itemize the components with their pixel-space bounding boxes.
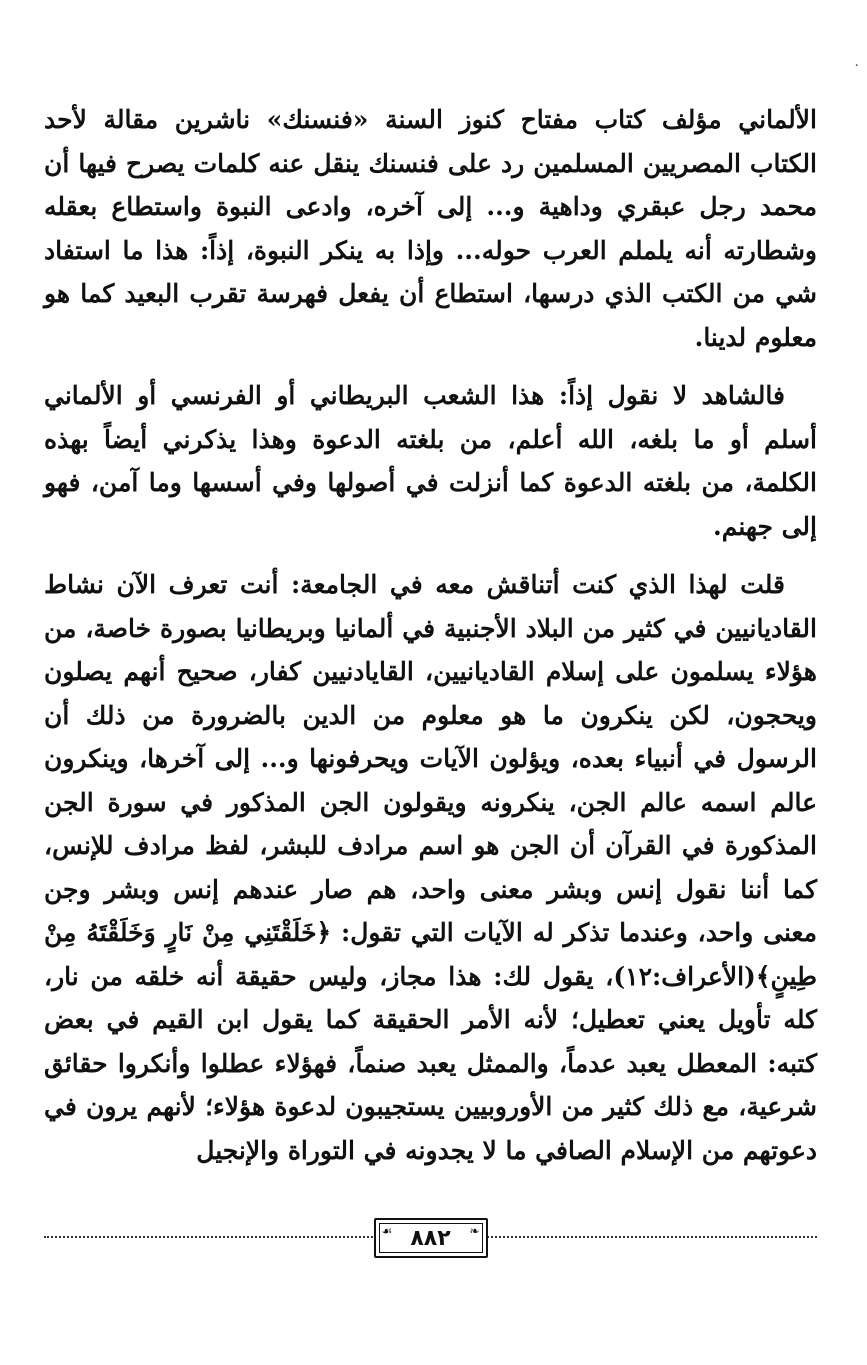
page-number: ٨٨٢	[410, 1225, 451, 1251]
paragraph-1: الألماني مؤلف كتاب مفتاح كنوز السنة «فنسنك» ناشرين مقالة لأحد الكتاب المصريين المسلمين رد على فنسنك ينقل عنه كلمات يصرح فيها أن محمد رجل عبقري وداهية و... إلى آخره، وادعى النبوة واستطاع بعقله وشطارته أنه يلملم العرب حوله... وإذا به ينكر النبوة، إذاً: هذا ما استفاد شي من الكتب الذي درسها، استطاع أن يفعل فهرسة تقرب البعيد كما هو معلوم لدينا.	[44, 105, 817, 352]
page-number-frame	[374, 1218, 488, 1258]
ornament-icon: ❧	[469, 1224, 480, 1238]
ornament-icon: ☙	[381, 1224, 393, 1238]
page-footer	[44, 1218, 817, 1268]
body-text	[44, 98, 817, 1187]
paragraph-3: قلت لهذا الذي كنت أتناقش معه في الجامعة: أنت تعرف الآن نشاط القاديانيين في كثير من البلاد الأجنبية في ألمانيا وبريطانيا بصورة خاصة، من هؤلاء يسلمون على إسلام القاديانيين، القايادنيين كفار، صحيح أنهم يصلون ويحجون، لكن ينكرون ما هو معلوم من الدين بالضرورة من ذلك أن الرسول في أنبياء بعده، ويؤلون الآيات ويحرفونها و... إلى آخرها، وينكرون عالم اسمه عالم الجن، ينكرونه ويقولون الجن المذكور في سورة الجن المذكورة في القرآن أن الجن هو اسم مرادف للبشر، لفظ مرادف للإنس، كما أننا نقول إنس وبشر معنى واحد، هم صار عندهم إنس وبشر وجن معنى واحد، وعندما تذكر له الآيات التي تقول: ﴿خَلَقْتَنِي مِنْ نَارٍ وَخَلَقْتَهُ مِنْ طِينٍ﴾(الأعراف:١٢)، يقول لك: هذا مجاز، وليس حقيقة أنه خلقه من نار، كله تأويل يعني تعطيل؛ لأنه الأمر الحقيقة كما يقول ابن القيم في بعض كتبه: المعطل يعبد عدماً، والممثل يعبد صنماً، فهؤلاء عطلوا وأنكروا حقائق شرعية، مع ذلك كثير من الأوروبيين يستجيبون لدعوة هؤلاء؛ لأنهم يرون في دعوتهم من الإسلام الصافي ما لا يجدونه في التوراة والإنجيل	[44, 570, 817, 1165]
margin-mark: ·	[854, 58, 859, 74]
paragraph-2: فالشاهد لا نقول إذاً: هذا الشعب البريطاني أو الفرنسي أو الألماني أسلم أو ما بلغه، الله أعلم، من بلغته الدعوة وهذا يذكرني أيضاً بهذه الكلمة، من بلغته الدعوة كما أنزلت في أصولها وفي أسسها وما آمن، فهو إلى جهنم.	[44, 381, 817, 541]
